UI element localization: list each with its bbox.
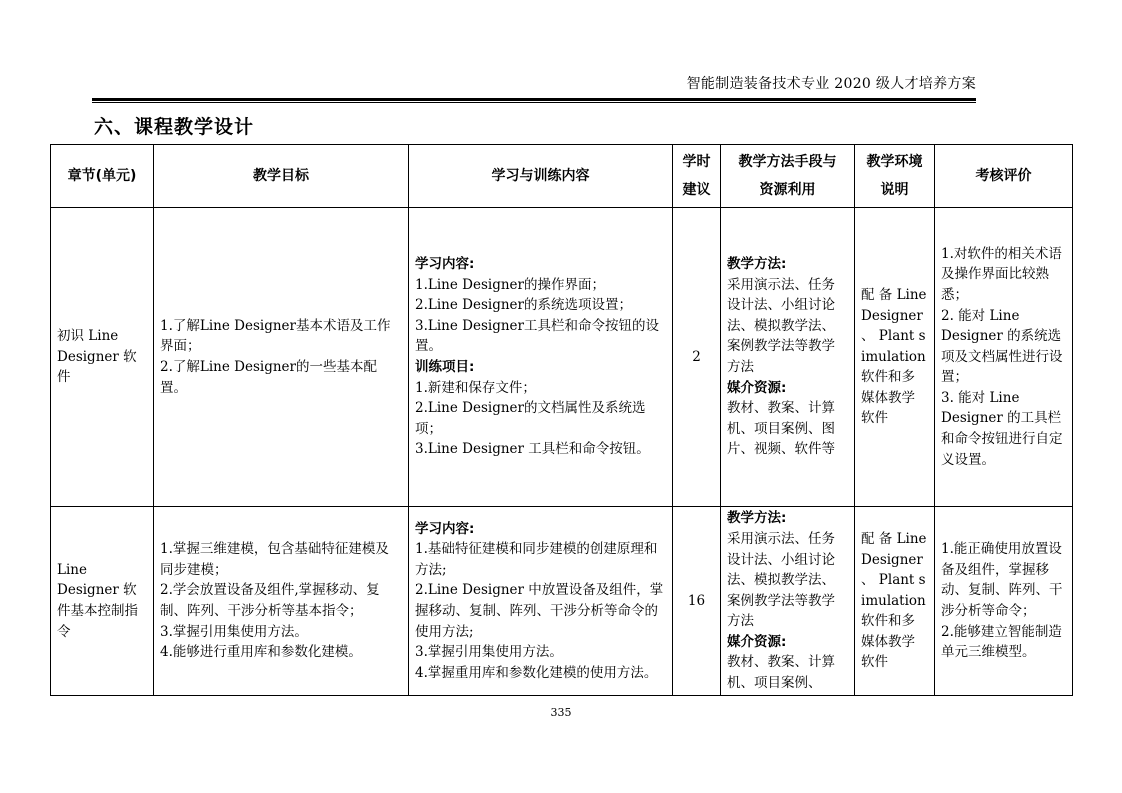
col-header-hours: 学时 建议	[673, 145, 721, 208]
cell-objectives: 1.了解Line Designer基本术语及工作界面； 2.了解Line Designer的一些基本配置。	[154, 208, 409, 507]
cell-hours: 2	[673, 208, 721, 507]
section-title: 六、课程教学设计	[94, 116, 255, 138]
cell-environment: 配 备 Line Designer 、 Plant simulation 软件和多媒体教学软件	[855, 208, 935, 507]
table-header-row	[51, 145, 1073, 208]
col-header-assessment: 考核评价	[935, 145, 1073, 208]
cell-chapter: 初识 Line Designer 软件	[51, 208, 154, 507]
table-row	[51, 208, 1073, 507]
cell-content: 学习内容: 1.Line Designer的操作界面； 2.Line Designer的系统选项设置； 3.Line Designer工具栏和命令按钮的设置。 训练项目: 1.新建和保存文件； 2.Line Designer的文档属性及系统选项； 3.Line Designer 工具栏和命令按钮。	[409, 208, 673, 507]
cell-content: 学习内容: 1.基础特征建模和同步建模的创建原理和方法; 2.Line Designer 中放置设备及组件，掌握移动、复制、阵列、干涉分析等命令的使用方法; 3.掌握引用集使用方法。 4.掌握重用库和参数化建模的使用方法。	[409, 507, 673, 696]
col-header-methods: 教学方法手段与 资源利用	[721, 145, 855, 208]
col-header-content: 学习与训练内容	[409, 145, 673, 208]
col-header-chapter: 章节(单元)	[51, 145, 154, 208]
cell-environment: 配 备 Line Designer 、 Plant simulation 软件和多媒体教学软件	[855, 507, 935, 696]
page-number: 335	[550, 706, 572, 719]
cell-assessment: 1.对软件的相关术语及操作界面比较熟悉； 2. 能对 Line Designer 的系统选项及文档属性进行设置； 3. 能对 Line Designer 的工具栏和命令按钮进行自定义设置。	[935, 208, 1073, 507]
cell-assessment: 1.能正确使用放置设备及组件，掌握移动、复制、阵列、干涉分析等命令； 2.能够建立智能制造单元三维模型。	[935, 507, 1073, 696]
document-header-title: 智能制造装备技术专业 2020 级人才培养方案	[686, 76, 976, 92]
col-header-objectives: 教学目标	[154, 145, 409, 208]
col-header-environment: 教学环境 说明	[855, 145, 935, 208]
course-design-table	[50, 144, 1073, 696]
header-rule-thick	[92, 98, 976, 101]
header-rule-thin	[92, 102, 976, 103]
table-row	[51, 507, 1073, 696]
cell-methods: 教学方法: 采用演示法、任务设计法、小组讨论法、模拟教学法、案例教学法等教学方法 媒介资源: 教材、教案、计算机、项目案例、	[721, 507, 855, 696]
cell-chapter: Line Designer 软件基本控制指令	[51, 507, 154, 696]
cell-objectives: 1.掌握三维建模，包含基础特征建模及同步建模； 2.学会放置设备及组件,掌握移动、复制、阵列、干涉分析等基本指令； 3.掌握引用集使用方法。 4.能够进行重用库和参数化建模。	[154, 507, 409, 696]
cell-methods: 教学方法: 采用演示法、任务设计法、小组讨论法、模拟教学法、案例教学法等教学方法 媒介资源: 教材、教案、计算机、项目案例、图片、视频、软件等	[721, 208, 855, 507]
cell-hours: 16	[673, 507, 721, 696]
